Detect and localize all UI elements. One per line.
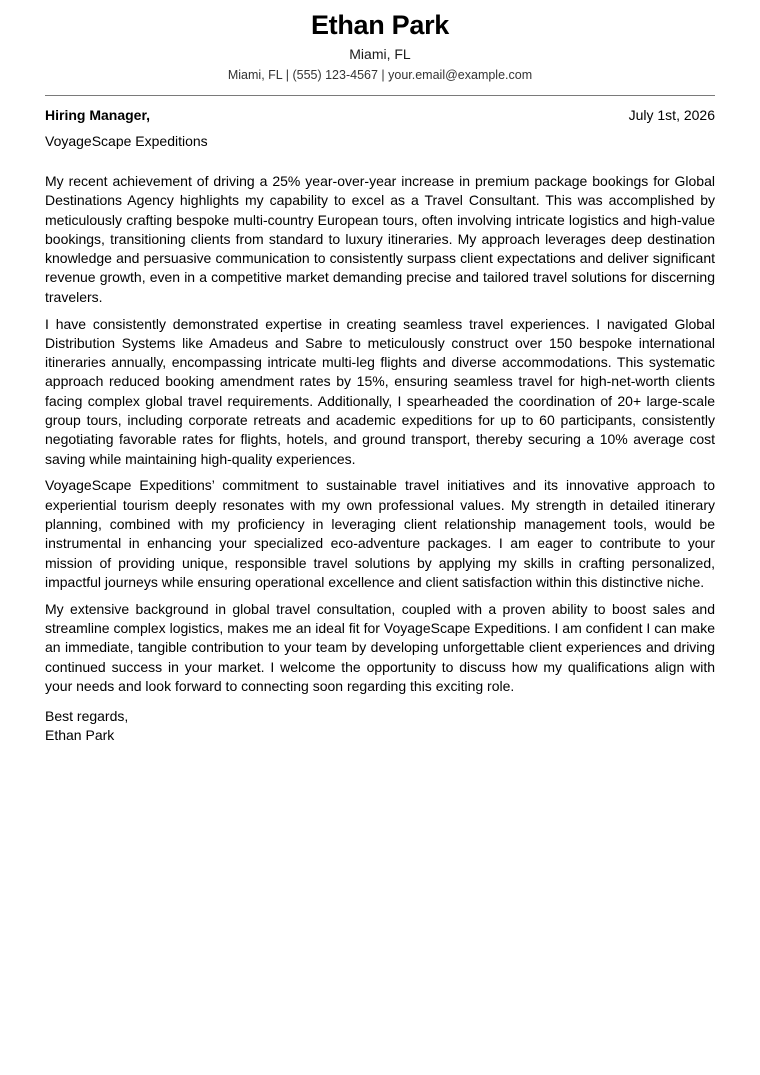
company-name: VoyageScape Expeditions: [45, 133, 208, 149]
letter-date: July 1st, 2026: [628, 107, 715, 123]
applicant-location: Miami, FL: [349, 46, 411, 62]
recipient-date-row: [45, 106, 715, 124]
body-paragraph: VoyageScape Expeditions’ commitment to sustainable travel initiatives and its innovative approach to experiential tourism deeply resonates with my own professional values. My strength in detailed itinerary planning, combined with my proficiency in leveraging client relationship management tools, would be instrumental in enhancing your specialized eco-adventure packages. I am eager to contribute to your mission of providing unique, responsible travel solutions by applying my skills in crafting personalized, impactful journeys while ensuring operational excellence and client satisfaction within this distinctive niche.: [45, 477, 715, 590]
body-paragraph: My recent achievement of driving a 25% year-over-year increase in premium package bookings for Global Destinations Agency highlights my capability to excel as a Travel Consultant. This was accomplished by meticulously crafting bespoke multi-country European tours, often involving intricate logistics and high-value bookings, transitioning clients from standard to luxury itineraries. My approach leverages deep destination knowledge and persuasive communication to consistently surpass client expectations and deliver significant revenue growth, even in a competitive market demanding precise and tailored travel solutions for discerning travelers.: [45, 173, 715, 305]
letter-body: [45, 172, 715, 696]
header-divider: [45, 95, 715, 96]
letter-header: [45, 0, 715, 83]
letter-closing: [45, 707, 715, 745]
body-paragraph: I have consistently demonstrated expertise in creating seamless travel experiences. I navigated Global Distribution Systems like Amadeus and Sabre to meticulously construct over 150 bespoke international itineraries annually, encompassing intricate multi-leg flights and diverse accommodations. This systematic approach reduced booking amendment rates by 15%, ensuring seamless travel for high-net-worth clients facing complex global travel requirements. Additionally, I spearheaded the coordination of 20+ large-scale group tours, including corporate retreats and academic expeditions for up to 60 participants, consistently negotiating favorable rates for flights, hotels, and ground transport, thereby securing a 10% average cost saving while maintaining high-quality experiences.: [45, 315, 715, 467]
contact-line: Miami, FL | (555) 123-4567 | your.email@example.com: [227, 68, 533, 82]
body-paragraph: My extensive background in global travel consultation, coupled with a proven ability to boost sales and streamline complex logistics, makes me an ideal fit for VoyageScape Expeditions. I am confident I can make an immediate, tangible contribution to your team by developing unforgettable client experiences and driving continued success in your market. I welcome the opportunity to discuss how my qualifications align with your needs and look forward to connecting soon regarding this exciting role.: [45, 600, 715, 694]
closing-phrase: Best regards,: [45, 708, 129, 725]
signature-name: Ethan Park: [45, 727, 115, 744]
recipient-salutation: Hiring Manager,: [45, 107, 151, 123]
applicant-name: Ethan Park: [310, 10, 450, 40]
